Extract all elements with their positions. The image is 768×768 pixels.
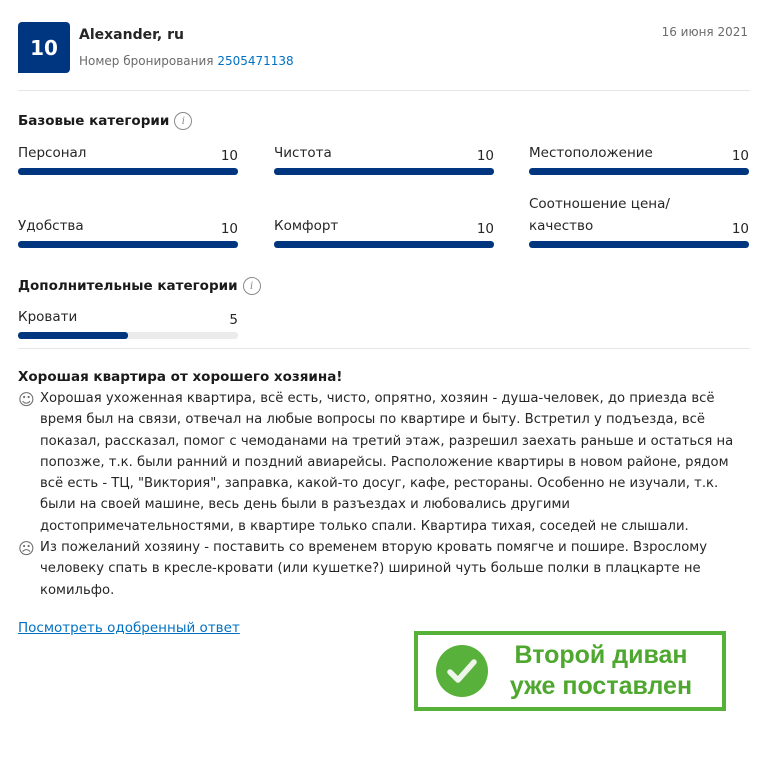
category-facilities (18, 215, 238, 248)
category-score: 10 (731, 148, 749, 164)
category-bar-fill (274, 241, 494, 248)
category-label: Соотношение цена/ качество (529, 196, 670, 234)
frown-icon: ☹ (18, 539, 35, 558)
category-score: 5 (229, 312, 238, 328)
category-comfort (274, 215, 494, 248)
category-label: Удобства (18, 218, 84, 234)
overlay-badge (414, 631, 726, 711)
category-bar (18, 241, 238, 248)
category-bar-fill (529, 241, 749, 248)
overlay-line1: Второй диван (514, 641, 688, 669)
smile-icon: ☺ (18, 390, 35, 409)
category-value-for-money (529, 193, 749, 248)
view-approved-reply-link[interactable]: Посмотреть одобренный ответ (18, 620, 240, 636)
category-label: Местоположение (529, 145, 653, 161)
extra-categories-title (18, 277, 261, 295)
category-bar (274, 168, 494, 175)
category-bar (18, 332, 238, 339)
category-bar-fill (529, 168, 749, 175)
category-score: 10 (476, 148, 494, 164)
check-circle-icon (436, 645, 488, 697)
category-score: 10 (220, 221, 238, 237)
extra-categories-label: Дополнительные категории (18, 278, 238, 294)
reviewer-name: Alexander, ru (79, 27, 184, 43)
category-score: 10 (476, 221, 494, 237)
category-score: 10 (731, 221, 749, 237)
category-bar-fill (18, 241, 238, 248)
category-location (529, 142, 749, 175)
score-badge: 10 (18, 22, 70, 73)
category-personnel (18, 142, 238, 175)
category-label: Комфорт (274, 218, 339, 234)
category-bar-fill (18, 332, 128, 339)
category-bar (274, 241, 494, 248)
base-categories-title (18, 112, 192, 130)
category-label: Чистота (274, 145, 332, 161)
review-negative-text: Из пожеланий хозяину - поставить со временем вторую кровать помягче и пошире. Взрослому человеку спать в кресле-кровати (или кушетке?) шириной чуть больше полки в плацкарте не комильфо. (40, 540, 708, 598)
review-positive (18, 388, 743, 537)
booking-label: Номер бронирования (79, 54, 214, 68)
category-score: 10 (220, 148, 238, 164)
booking-number-value[interactable]: 2505471138 (217, 54, 294, 68)
divider (18, 348, 750, 349)
category-label: Кровати (18, 309, 78, 325)
review-date: 16 июня 2021 (661, 25, 748, 39)
review-title: Хорошая квартира от хорошего хозяина! (18, 369, 343, 385)
info-icon[interactable]: i (174, 112, 192, 130)
category-label: Персонал (18, 145, 87, 161)
category-bar (529, 168, 749, 175)
overlay-text (488, 640, 714, 702)
category-cleanliness (274, 142, 494, 175)
booking-number (79, 54, 294, 68)
info-icon[interactable]: i (243, 277, 261, 295)
category-beds (18, 306, 238, 339)
review-positive-text: Хорошая ухоженная квартира, всё есть, чисто, опрятно, хозяин - душа-человек, до приезда всё время был на связи, отвечал на любые вопросы по квартире и быту. Встретил у подъезда, всё показал, рассказал, помог с чемоданами на третий этаж, разрешил заехать раньше и остаться на попозже, т.к. были ранний и поздний авиарейсы. Расположение квартиры в новом районе, рядом всё есть - ТЦ, "Виктория", заправка, какой-то досуг, кафе, рестораны. Особенно не изучали, т.к. были на своей машине, весь день были в разъездах и любовались другими достопримечательностями, в квартире только спали. Квартира тихая, соседей не слышали. (40, 391, 734, 534)
category-bar-fill (18, 168, 238, 175)
divider (18, 90, 750, 91)
category-bar (18, 168, 238, 175)
category-bar-fill (274, 168, 494, 175)
category-bar (529, 241, 749, 248)
review-negative (18, 537, 743, 601)
base-categories-label: Базовые категории (18, 113, 170, 129)
overlay-line2: уже поставлен (509, 672, 693, 700)
